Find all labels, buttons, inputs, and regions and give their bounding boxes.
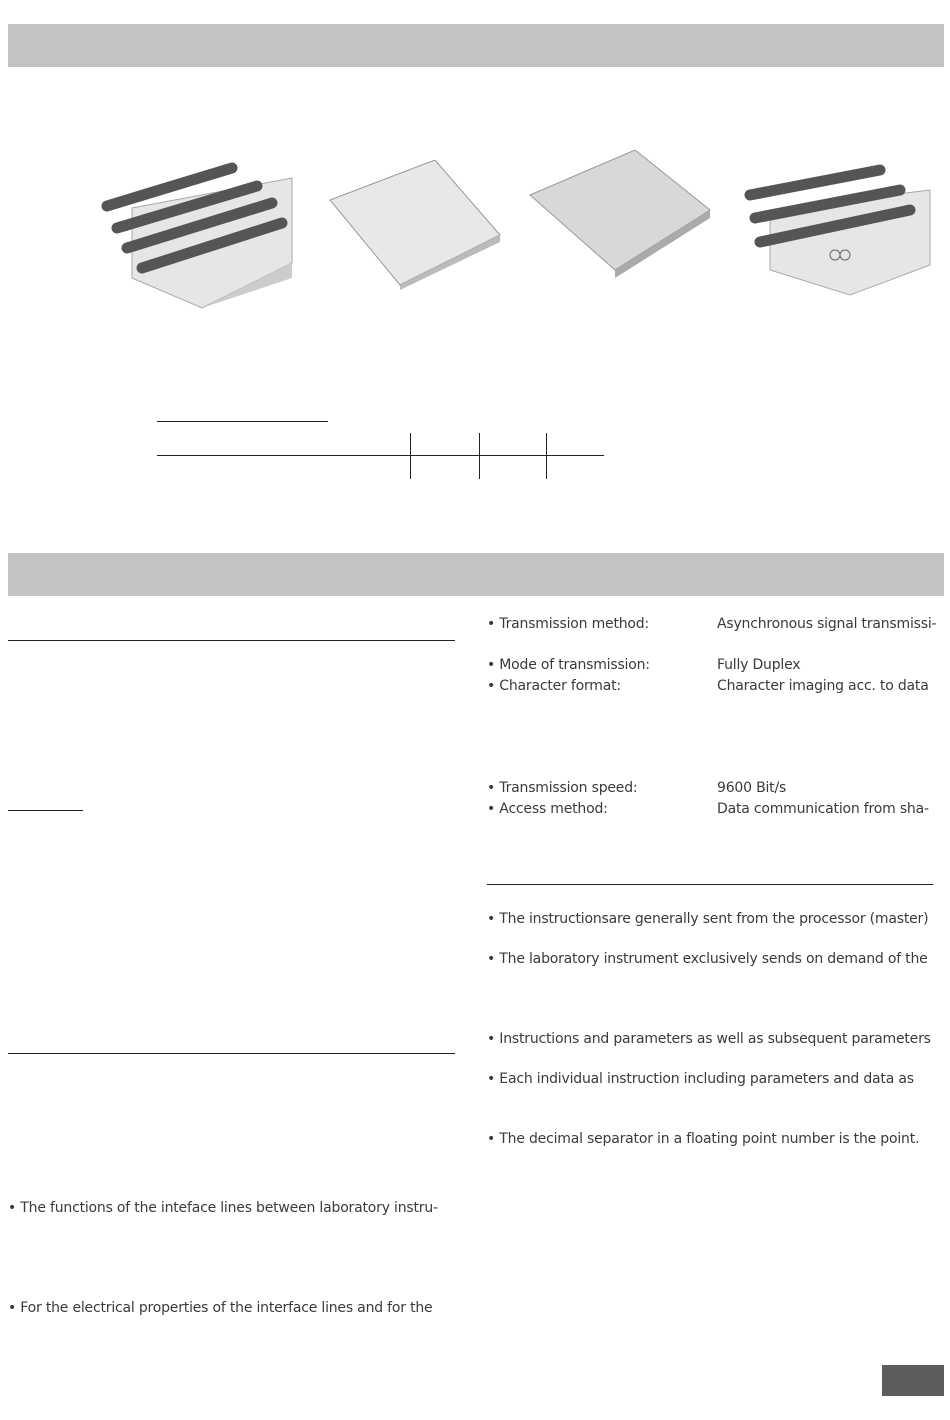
bullet-text: • The laboratory instrument exclusively sends on demand of the — [487, 951, 928, 967]
left-section-rule — [8, 1053, 455, 1054]
roller-attachment-image — [92, 148, 302, 313]
right-section-rule — [487, 884, 933, 885]
table-column-divider — [410, 433, 411, 479]
spec-value: Character imaging acc. to data — [717, 678, 929, 694]
left-section-rule — [8, 640, 455, 641]
tube-holder-image — [740, 150, 940, 300]
section-header-bar-accessories — [8, 24, 944, 67]
spec-value: Fully Duplex — [717, 657, 801, 673]
spec-value: 9600 Bit/s — [717, 780, 787, 796]
bullet-text: • The decimal separator in a floating point number is the point. — [487, 1131, 920, 1147]
spec-label: • Access method: — [487, 801, 608, 817]
table-header-rule — [157, 455, 604, 456]
left-subheading-rule — [8, 810, 83, 811]
table-column-divider — [479, 433, 480, 479]
spec-label: • Transmission method: — [487, 616, 649, 632]
bullet-text: • For the electrical properties of the interface lines and for the — [8, 1300, 433, 1316]
bullet-text: • The instructionsare generally sent from the processor (master) — [487, 911, 929, 927]
table-column-divider — [546, 433, 547, 479]
spec-label: • Mode of transmission: — [487, 657, 650, 673]
spec-label: • Transmission speed: — [487, 780, 638, 796]
spec-value: Data communication from sha- — [717, 801, 929, 817]
mat-plate-image — [525, 150, 715, 280]
spec-label: • Character format: — [487, 678, 621, 694]
bullet-text: • The functions of the inteface lines between laboratory instru- — [8, 1200, 438, 1216]
bullet-text: • Instructions and parameters as well as subsequent parameters — [487, 1031, 931, 1047]
section-header-bar-interface — [8, 553, 944, 596]
bullet-text: • Each individual instruction including parameters and data as — [487, 1071, 914, 1087]
spec-value: Asynchronous signal transmissi- — [717, 616, 937, 632]
perforated-plate-image — [325, 160, 505, 290]
table-title-rule — [157, 421, 328, 422]
page-number-box — [882, 1365, 944, 1396]
